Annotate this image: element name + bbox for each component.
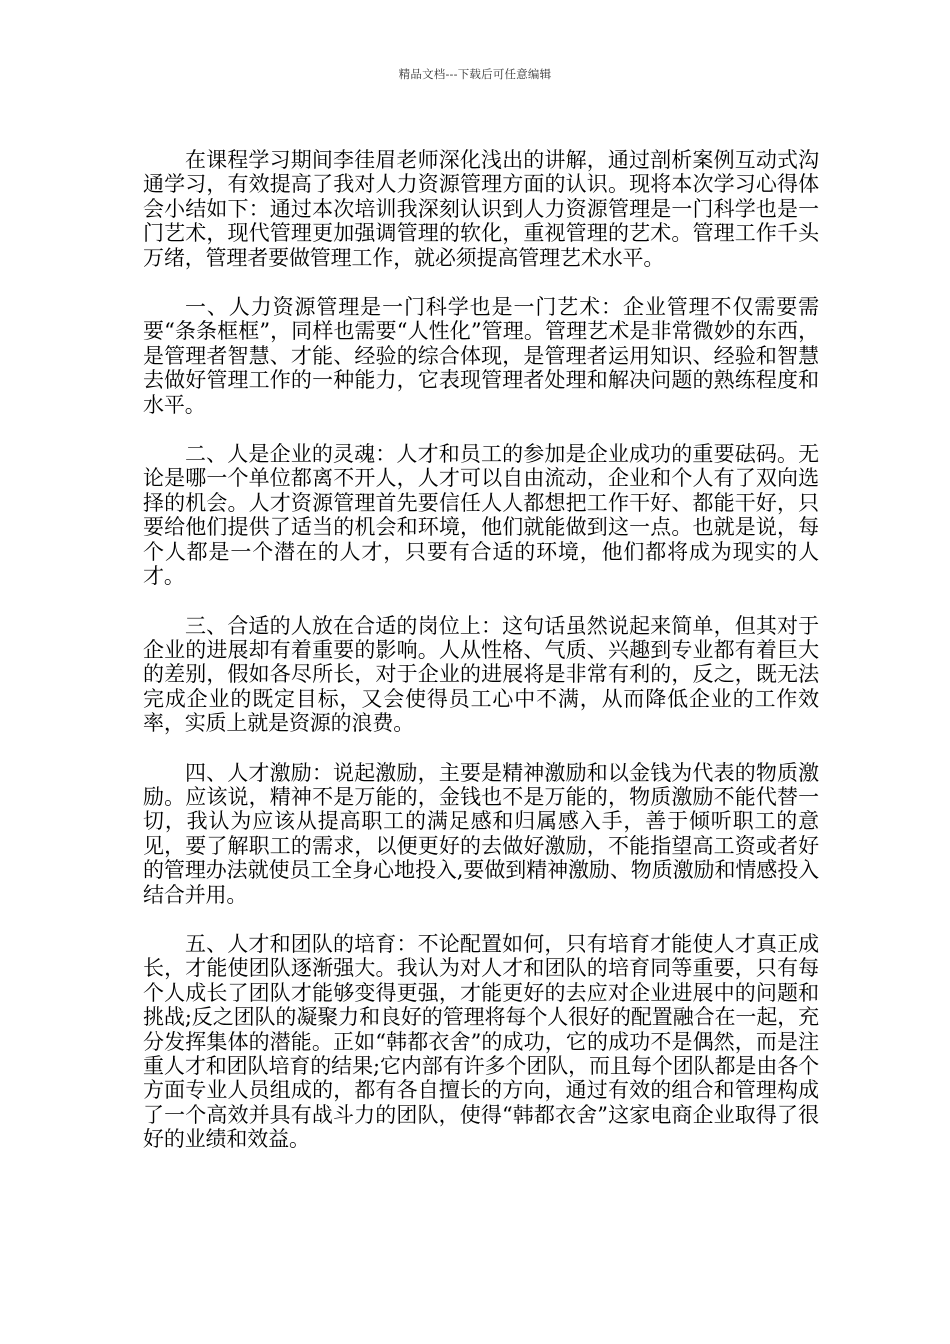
intro-paragraph: 在课程学习期间李徍眉老师深化浅出的讲解，通过剖析案例互动式沟通学习，有效提高了我对人力资源管理方面的认识。现将本次学习心得体会小结如下：通过本次培训我深刻认识到人力资源管理是一门科学也是一门艺术，现代管理更加强调管理的软化，重视管理的艺术。管理工作千头万绪，管理者要做管理工作，就必须提高管理艺术水平。: [143, 148, 819, 270]
section-2-paragraph: 二、人是企业的灵魂：人才和员工的参加是企业成功的重要砝码。无论是哪一个单位都离不开人，人才可以自由流动，企业和个人有了双向选择的机会。人才资源管理首先要信任人人都想把工作干好、都能干好，只要给他们提供了适当的机会和环境，他们就能做到这一点。也就是说，每个人都是一个潜在的人才，只要有合适的环境，他们都将成为现实的人才。: [143, 442, 819, 589]
section-1-paragraph: 一、人力资源管理是一门科学也是一门艺术：企业管理不仅需要需要“条条框框”，同样也需要“人性化”管理。管理艺术是非常微妙的东西，是管理者智慧、才能、经验的综合体现，是管理者运用知识、经验和智慧去做好管理工作的一种能力，它表现管理者处理和解决问题的熟练程度和水平。: [143, 295, 819, 417]
document-body: [143, 148, 819, 1177]
section-4-paragraph: 四、人才激励：说起激励，主要是精神激励和以金钱为代表的物质激励。应该说，精神不是万能的，金钱也不是万能的，物质激励不能代替一切，我认为应该从提高职工的满足感和归属感入手，善于倾听职工的意见，要了解职工的需求，以便更好的去做好激励，不能指望高工资或者好的管理办法就使员工全身心地投入,要做到精神激励、物质激励和情感投入结合并用。: [143, 760, 819, 907]
section-3-paragraph: 三、合适的人放在合适的岗位上：这句话虽然说起来简单，但其对于企业的进展却有着重要的影响。人从性格、气质、兴趣到专业都有着巨大的差别，假如各尽所长，对于企业的进展将是非常有利的，反之，既无法完成企业的既定目标，又会使得员工心中不满，从而降低企业的工作效率，实质上就是资源的浪费。: [143, 613, 819, 736]
page-header: 精品文档---下载后可任意编辑: [398, 67, 552, 81]
section-5-paragraph: 五、人才和团队的培育：不论配置如何，只有培育才能使人才真正成长，才能使团队逐渐强大。我认为对人才和团队的培育同等重要，只有每个人成长了团队才能够变得更强，才能更好的去应对企业进展中的问题和挑战;反之团队的凝聚力和良好的管理将每个人很好的配置融合在一起，充分发挥集体的潜能。正如“韩都衣舍”的成功，它的成功不是偶然，而是注重人才和团队培育的结果;它内部有许多个团队，而且每个团队都是由各个方面专业人员组成的，都有各自擅长的方向，通过有效的组合和管理构成了一个高效并具有战斗力的团队，使得“韩都衣舍”这家电商企业取得了很好的业绩和效益。: [143, 931, 819, 1152]
